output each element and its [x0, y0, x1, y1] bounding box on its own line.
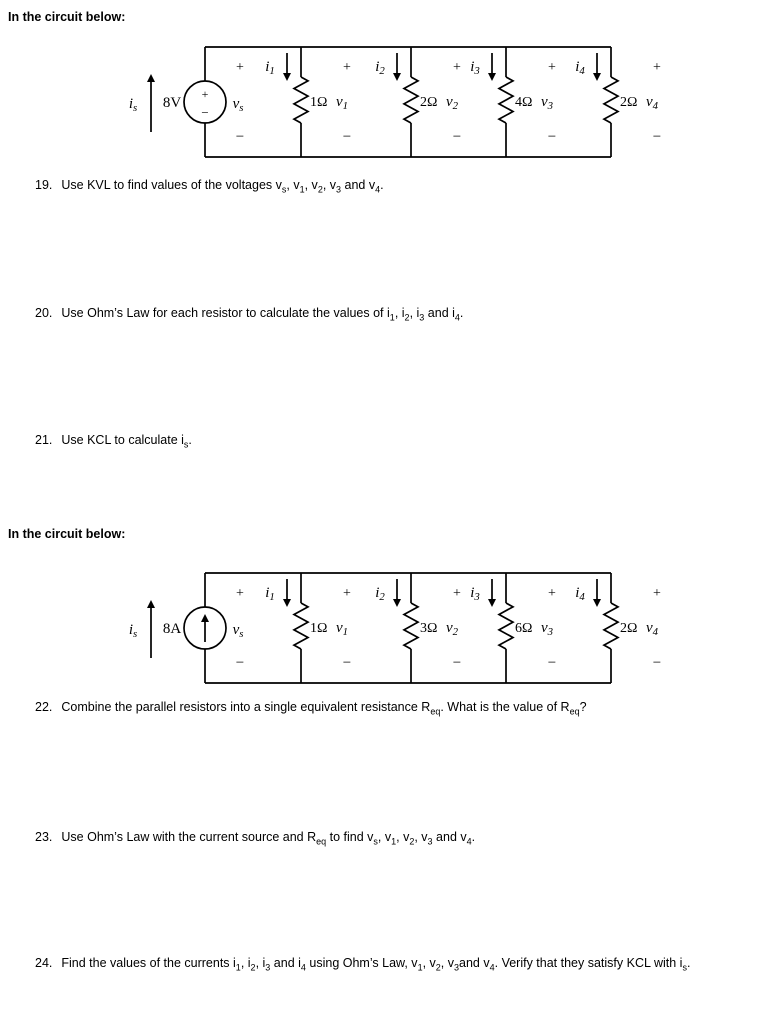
branch-plus: + [653, 586, 661, 601]
source-voltage-plus: + [236, 586, 244, 601]
branch-resistance-label: 2Ω [620, 95, 638, 110]
branch-plus: + [453, 60, 461, 75]
source-value-label: 8A [162, 621, 182, 637]
question-20 [35, 306, 464, 323]
question-19-text: Use KVL to find values of the voltages $v_s$, $v_1$, $v_2$, $v_3$ and $v_4$. [61, 178, 384, 195]
branch-current-arrow-head [593, 73, 601, 81]
question-24 [35, 956, 691, 973]
branch-current-arrow-head [283, 73, 291, 81]
intro-line-2: In the circuit below: [8, 527, 126, 541]
branch-current-label: $i_4$ [575, 59, 585, 77]
branch-plus: + [548, 60, 556, 75]
circuit-diagram-2 [121, 563, 681, 695]
resistor-zigzag [604, 603, 618, 649]
question-22-number: 22. [35, 700, 53, 714]
branch-resistance-label: 2Ω [620, 621, 638, 636]
resistor-zigzag [404, 77, 418, 123]
question-19 [35, 178, 384, 195]
branch-current-label: $i_2$ [375, 585, 385, 603]
branch-voltage-label: $v_3$ [541, 94, 554, 112]
question-24-text: Find the values of the currents $i_1$, $i_2$, $i_3$ and $i_4$ using Ohm’s Law, $v_1$, $v_2$, $v_3and$ $v_4$. Verify that they satisfy KCL with $i_s$. [61, 956, 691, 973]
question-20-text: Use Ohm’s Law for each resistor to calculate the values of $i_1$, $i_2$, $i_3$ and $i_4$. [61, 306, 464, 323]
source-current-label: $i_s$ [128, 96, 138, 114]
branch-resistance-label: 1Ω [310, 621, 328, 636]
branch-minus: − [547, 129, 557, 145]
question-22 [35, 700, 587, 717]
question-20-number: 20. [35, 306, 53, 320]
branch-minus: − [452, 655, 462, 671]
branch-resistance-label: 2Ω [420, 95, 438, 110]
branch-plus: + [343, 60, 351, 75]
source-voltage-label: $v_s$ [232, 96, 244, 114]
branch-current-label: $i_2$ [375, 59, 385, 77]
branch-voltage-label: $v_4$ [646, 620, 659, 638]
resistor-zigzag [404, 603, 418, 649]
branch-current-arrow-head [283, 599, 291, 607]
branch-current-arrow-head [593, 599, 601, 607]
source-plus: + [201, 87, 209, 101]
branch-plus: + [343, 586, 351, 601]
question-22-text: Combine the parallel resistors into a single equivalent resistance $R_{eq}$. What is the value of $R_{eq}$? [61, 700, 587, 717]
question-23 [35, 830, 476, 847]
branch-voltage-label: $v_2$ [446, 94, 459, 112]
branch-current-arrow-head [393, 599, 401, 607]
branch-minus: − [342, 655, 352, 671]
branch-current-label: $i_3$ [470, 585, 480, 603]
branch-current-label: $i_3$ [470, 59, 480, 77]
source-voltage-label: $v_s$ [232, 622, 244, 640]
branch-voltage-label: $v_2$ [446, 620, 459, 638]
branch-minus: − [652, 129, 662, 145]
question-21 [35, 433, 192, 450]
resistor-zigzag [294, 603, 308, 649]
branch-plus: + [453, 586, 461, 601]
branch-minus: − [652, 655, 662, 671]
branch-current-label: $i_1$ [265, 585, 275, 603]
branch-plus: + [653, 60, 661, 75]
question-24-number: 24. [35, 956, 53, 970]
branch-voltage-label: $v_1$ [336, 620, 349, 638]
question-21-text: Use KCL to calculate $i_s$. [61, 433, 192, 450]
branch-current-arrow-head [488, 599, 496, 607]
branch-plus: + [548, 586, 556, 601]
source-minus: − [201, 105, 209, 120]
branch-voltage-label: $v_1$ [336, 94, 349, 112]
resistor-zigzag [294, 77, 308, 123]
branch-resistance-label: 3Ω [420, 621, 438, 636]
source-voltage-minus: − [235, 129, 245, 145]
question-21-number: 21. [35, 433, 53, 447]
circuit-diagram-1 [121, 37, 681, 169]
branch-resistance-label: 4Ω [515, 95, 533, 110]
branch-resistance-label: 6Ω [515, 621, 533, 636]
resistor-zigzag [604, 77, 618, 123]
source-current-arrow-head [147, 600, 155, 608]
source-voltage-minus: − [235, 655, 245, 671]
branch-resistance-label: 1Ω [310, 95, 328, 110]
branch-current-label: $i_4$ [575, 585, 585, 603]
branch-current-arrow-head [393, 73, 401, 81]
source-current-arrow-head [147, 74, 155, 82]
source-value-label: 8V [162, 95, 182, 111]
intro-line-1: In the circuit below: [8, 10, 126, 24]
resistor-zigzag [499, 603, 513, 649]
branch-minus: − [342, 129, 352, 145]
question-19-number: 19. [35, 178, 53, 192]
question-23-number: 23. [35, 830, 53, 844]
question-23-text: Use Ohm’s Law with the current source and $R_{eq}$ to find $v_s$, $v_1$, $v_2$, $v_3$ and $v_4$. [61, 830, 476, 847]
branch-voltage-label: $v_3$ [541, 620, 554, 638]
source-voltage-plus: + [236, 60, 244, 75]
branch-voltage-label: $v_4$ [646, 94, 659, 112]
resistor-zigzag [499, 77, 513, 123]
branch-minus: − [452, 129, 462, 145]
branch-current-label: $i_1$ [265, 59, 275, 77]
source-current-label: $i_s$ [128, 622, 138, 640]
branch-minus: − [547, 655, 557, 671]
branch-current-arrow-head [488, 73, 496, 81]
